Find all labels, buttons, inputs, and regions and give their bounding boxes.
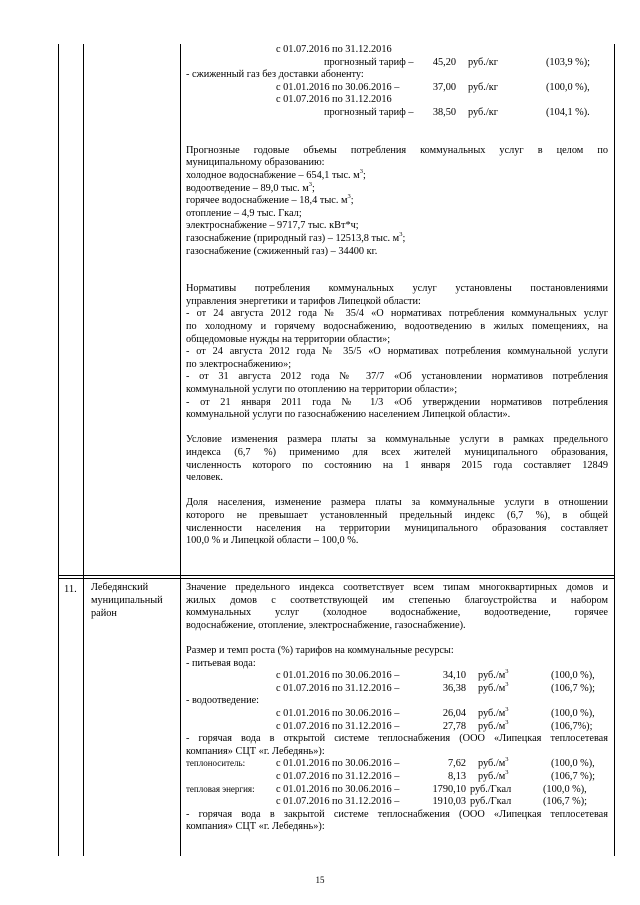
- tariff-unit: руб./Гкал: [470, 783, 512, 795]
- tariff-period: с 01.07.2016 по 31.12.2016 –: [276, 796, 400, 808]
- tariff-unit: руб./м: [478, 770, 506, 782]
- tariff-value: 34,10: [442, 670, 466, 682]
- index-text: водоснабжение, отопление, электроснабжение, газоснабжение).: [186, 619, 466, 631]
- carrier-label: теплоноситель:: [186, 758, 246, 769]
- tariff-percent: (104,1 %).: [546, 106, 590, 118]
- superscript: 3: [399, 230, 403, 238]
- norms-text: - от 24 августа 2012 года № 35/5 «О нормативах потребления коммунальной услуги: [186, 346, 608, 358]
- volumes-intro: Прогнозные годовые объемы потребления коммунальных услуг в целом по: [186, 144, 608, 156]
- tariff-period: с 01.01.2016 по 30.06.2016 –: [276, 758, 400, 770]
- volume-item: электроснабжение – 9717,7 тыс. кВт*ч;: [186, 220, 359, 232]
- superscript: 3: [505, 668, 509, 676]
- punctuation: ;: [402, 232, 406, 244]
- table-border-right: [614, 44, 615, 856]
- tariff-percent: (106,7 %);: [551, 770, 596, 782]
- index-text: Значение предельного индекса соответствует всем типам многоквартирных домов и: [186, 582, 608, 593]
- lebedyan-cell: [186, 582, 608, 834]
- tariff-value: 1910,03: [432, 796, 466, 808]
- norms-text: общедомовые нужды на территории области»;: [186, 333, 391, 345]
- tariff-value: 36,38: [442, 682, 466, 694]
- tariff-unit: руб./кг: [468, 106, 498, 118]
- tariff-period: с 01.01.2016 по 30.06.2016 –: [276, 783, 400, 795]
- tariff-row: [186, 705, 608, 721]
- superscript: 3: [359, 167, 363, 175]
- tariff-percent: (106,7 %);: [543, 796, 588, 808]
- tariff-period: с 01.07.2016 по 31.12.2016 –: [276, 720, 400, 732]
- tariff-row: [186, 82, 608, 95]
- energy-label: тепловая энергия:: [186, 783, 255, 794]
- tariff-unit: руб./кг: [468, 81, 498, 93]
- tariff-value: 38,50: [432, 106, 456, 118]
- norms-text: коммунальной услуги по газоснабжению населением Липецкой области».: [186, 409, 511, 421]
- hot-water-closed-heading: - горячая вода в закрытой системе теплоснабжения (ООО «Липецкая теплосетевая: [186, 808, 608, 820]
- tariff-row: [186, 57, 608, 70]
- tariff-value: 26,04: [442, 707, 466, 719]
- norms-text: управления энергетики и тарифов Липецкой области:: [186, 295, 421, 307]
- volume-item: [186, 167, 608, 183]
- row-divider-top: [58, 575, 614, 576]
- tariff-value: 7,62: [447, 758, 466, 770]
- tariff-value: 1790,10: [432, 783, 466, 795]
- tariff-percent: (100,0 %),: [546, 81, 590, 93]
- volume-text: горячее водоснабжение – 18,4 тыс. м: [186, 195, 348, 207]
- volume-text: водоотведение – 89,0 тыс. м: [186, 182, 309, 194]
- norms-text: коммунальной услуги по отоплению на территории области»;: [186, 384, 458, 396]
- table-border-col1: [83, 44, 84, 856]
- superscript: 3: [505, 768, 509, 776]
- superscript: 3: [347, 193, 351, 201]
- tariff-period: с 01.07.2016 по 31.12.2016 –: [276, 770, 400, 782]
- tariff-row: [186, 768, 608, 784]
- hot-water-open-heading: компания» СЦТ «г. Лебедянь»):: [186, 745, 325, 757]
- tariff-percent: (100,0 %),: [543, 783, 587, 795]
- superscript: 3: [505, 680, 509, 688]
- tariff-row: [186, 718, 608, 734]
- liquid-gas-heading: - сжиженный газ без доставки абоненту:: [186, 69, 364, 81]
- tariff-unit: руб./м: [478, 670, 506, 682]
- tariff-value: 8,13: [447, 770, 466, 782]
- tariff-unit: руб./кг: [468, 56, 498, 68]
- water-heading: - питьевая вода:: [186, 657, 256, 669]
- norms-text: - от 21 января 2011 года № 1/3 «Об утверждении нормативов потребления: [186, 396, 608, 408]
- tariff-row: [186, 680, 608, 696]
- share-text: численности населения на территории муниципального образования составляет: [186, 522, 608, 534]
- volume-text: газоснабжение (природный газ) – 12513,8 тыс. м: [186, 232, 400, 244]
- volume-item: [186, 230, 608, 246]
- tariff-percent: (106,7 %);: [551, 682, 596, 694]
- punctuation: ;: [362, 169, 366, 181]
- norms-text: - от 31 августа 2012 года № 37/7 «Об установлении нормативов потребления: [186, 371, 608, 383]
- tariff-row: [186, 107, 608, 120]
- tariff-label: прогнозный тариф –: [324, 56, 414, 68]
- condition-text: человек.: [186, 472, 223, 484]
- condition-text: индекса (6,7 %) применимо для всех жителей муниципального образования,: [186, 447, 608, 458]
- volume-text: холодное водоснабжение – 654,1 тыс. м: [186, 169, 360, 181]
- volume-item: [186, 195, 608, 208]
- tariffs-title: Размер и темп роста (%) тарифов на коммунальные ресурсы:: [186, 644, 454, 656]
- tariff-row: [186, 758, 608, 771]
- tariff-unit: руб./м: [478, 720, 506, 732]
- index-text: коммунальных услуг (холодное водоснабжение, водоотведение, горячее: [186, 607, 608, 619]
- superscript: 3: [308, 180, 312, 188]
- norms-text: - от 24 августа 2012 года № 35/4 «О нормативах потребления коммунальных услуг: [186, 308, 608, 320]
- superscript: 3: [505, 718, 509, 726]
- district-name: Лебедянский муниципальный район: [91, 582, 163, 619]
- drain-heading: - водоотведение:: [186, 695, 260, 707]
- tariff-percent: (106,7%);: [551, 720, 593, 732]
- norms-text: по холодному и горячему водоснабжению, водоотведению в жилых помещениях, на: [186, 321, 608, 333]
- row-divider-second: [58, 578, 614, 579]
- norms-text: Нормативы потребления коммунальных услуг установлены постановлениями: [186, 283, 608, 295]
- table-border-left: [58, 44, 59, 856]
- tariff-value: 27,78: [442, 720, 466, 732]
- condition-text: численность которого по состоянию на 1 января 2015 года составляет 12849: [186, 459, 608, 471]
- superscript: 3: [505, 705, 509, 713]
- volume-item: отопление – 4,9 тыс. Гкал;: [186, 207, 302, 219]
- tariff-value: 37,00: [432, 81, 456, 93]
- table-border-col2: [180, 44, 181, 856]
- tariff-period: с 01.01.2016 по 30.06.2016 –: [276, 670, 400, 682]
- index-text: жилых домов с соответствующей им степенью благоустройства и набором: [186, 594, 608, 606]
- volume-item: [186, 180, 608, 196]
- page-number: 15: [315, 875, 325, 885]
- tariff-unit: руб./Гкал: [470, 796, 512, 808]
- tariff-period: с 01.01.2016 по 30.06.2016 –: [276, 81, 400, 93]
- hot-water-open-heading: - горячая вода в открытой системе теплоснабжения (ООО «Липецкая теплосетевая: [186, 733, 608, 745]
- tariff-row: [186, 796, 608, 809]
- punctuation: ;: [350, 195, 354, 207]
- tariff-unit: руб./м: [478, 758, 506, 770]
- punctuation: ;: [311, 182, 315, 194]
- tariff-percent: (100,0 %),: [551, 670, 595, 682]
- tariff-unit: руб./м: [478, 707, 506, 719]
- volumes-intro: муниципальному образованию:: [186, 157, 325, 169]
- share-text: Доля населения, изменение размера платы за коммунальные услуги в отношении: [186, 497, 608, 509]
- tariff-period: с 01.07.2016 по 31.12.2016 –: [276, 682, 400, 694]
- period-line: с 01.07.2016 по 31.12.2016: [276, 94, 392, 106]
- share-text: которого не превышает установленный предельный индекс (6,7 %), в общей: [186, 509, 608, 521]
- superscript: 3: [505, 756, 509, 764]
- continued-cell: [186, 44, 608, 548]
- norms-text: по электроснабжению»;: [186, 358, 292, 370]
- share-text: 100,0 % и Липецкой области – 100,0 %.: [186, 535, 359, 547]
- tariff-unit: руб./м: [478, 682, 506, 694]
- hot-water-closed-heading: компания» СЦТ «г. Лебедянь»):: [186, 821, 325, 833]
- tariff-label: прогнозный тариф –: [324, 106, 414, 118]
- tariff-row: [186, 670, 608, 683]
- tariff-percent: (100,0 %),: [551, 758, 595, 770]
- period-line: с 01.07.2016 по 31.12.2016: [276, 44, 392, 55]
- tariff-value: 45,20: [432, 56, 456, 68]
- tariff-period: с 01.01.2016 по 30.06.2016 –: [276, 707, 400, 719]
- tariff-percent: (100,0 %),: [551, 707, 595, 719]
- tariff-percent: (103,9 %);: [546, 56, 591, 68]
- row-number: 11.: [64, 584, 77, 595]
- condition-text: Условие изменения размера платы за коммунальные услуги в рамках предельного: [186, 434, 608, 446]
- tariff-row: [186, 784, 608, 797]
- volume-item: газоснабжение (сжиженный газ) – 34400 кг.: [186, 245, 378, 257]
